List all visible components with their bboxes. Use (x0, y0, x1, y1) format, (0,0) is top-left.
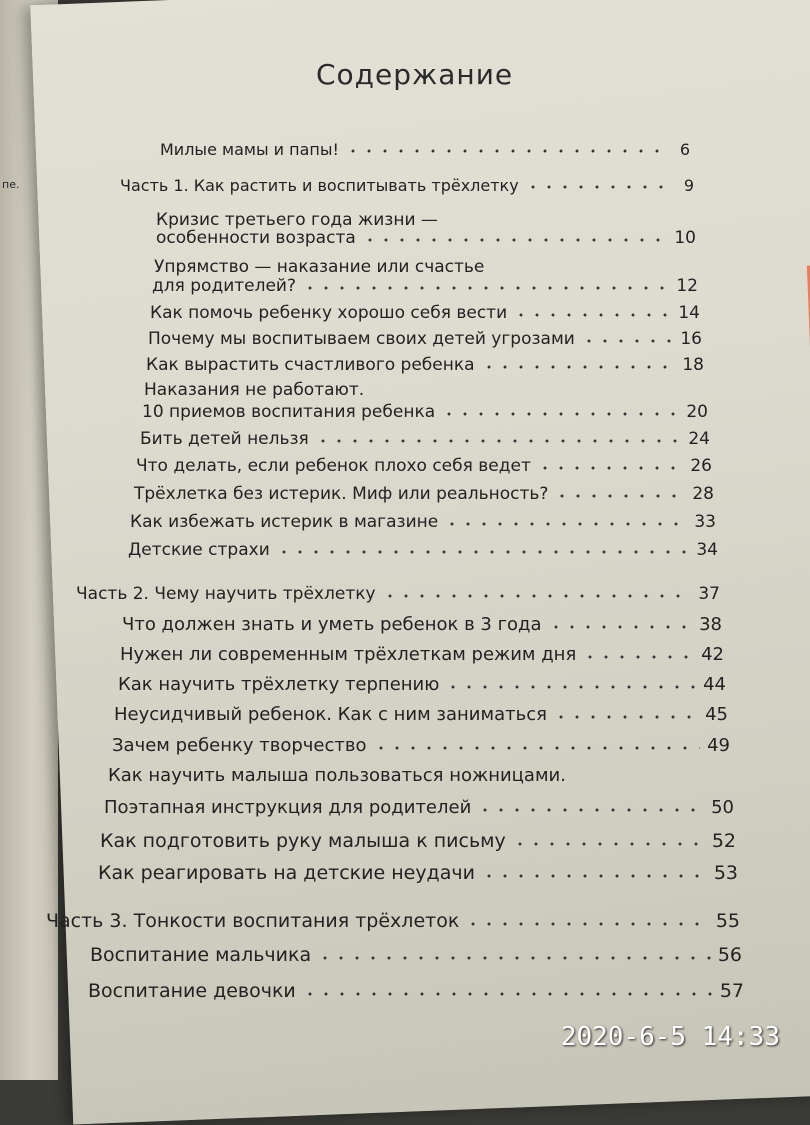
toc-entry-title: Что должен знать и уметь ребенок в 3 года (122, 614, 542, 635)
toc-entry-page: 20 (686, 402, 708, 422)
leader-dots (465, 922, 710, 926)
toc-entry-page: 24 (688, 429, 710, 449)
toc-entry-title: Как помочь ребенку хорошо себя вести (150, 303, 508, 323)
toc-entry (88, 980, 744, 1002)
adjacent-page-text: пе. (2, 178, 20, 191)
toc-entry (104, 797, 734, 818)
toc-entry-page: 16 (680, 329, 702, 349)
toc-entry-title-line1: Как научить малыша пользоваться ножницами. (108, 765, 566, 786)
leader-dots (302, 286, 668, 290)
leader-dots (512, 842, 706, 846)
leader-dots (548, 625, 692, 629)
leader-dots (382, 594, 690, 598)
toc-entry-title-line1: Наказания не работают. (144, 380, 365, 400)
toc-entry (100, 830, 736, 852)
toc-part-heading (120, 176, 694, 195)
toc-entry-page: 45 (705, 704, 728, 725)
toc-entry (114, 704, 728, 725)
leader-dots (581, 339, 672, 343)
toc-entry (120, 644, 724, 665)
toc-entry-page: 34 (696, 540, 718, 560)
toc-entry-page: 14 (678, 303, 700, 323)
toc-part-heading (76, 584, 720, 604)
toc-entry-title: Как подготовить руку малыша к письму (100, 830, 506, 852)
toc-entry-page: 49 (707, 735, 730, 756)
leader-dots (554, 494, 684, 498)
toc-entry-title: Трёхлетка без истерик. Миф или реальность? (134, 484, 549, 504)
toc-entry (90, 944, 742, 966)
leader-dots (315, 439, 680, 443)
leader-dots (345, 149, 660, 153)
toc-entry-title-line2: 10 приемов воспитания ребенка (142, 402, 436, 422)
toc-entry-page: 9 (683, 176, 694, 195)
toc-entry-page: 28 (692, 484, 714, 504)
toc-part-heading (46, 910, 740, 932)
toc-entry-title: Как вырастить счастливого ребенка (146, 355, 475, 375)
leader-dots (445, 685, 696, 689)
toc-entry-title: Воспитание девочки (88, 980, 296, 1002)
toc-entry-title: Часть 2. Чему научить трёхлетку (76, 584, 376, 604)
toc-entry (150, 303, 700, 323)
toc-entry (146, 355, 704, 375)
toc-entry-title: Почему мы воспитываем своих детей угрозами (148, 329, 575, 349)
toc-entry (134, 484, 714, 504)
leader-dots (537, 466, 682, 470)
toc-entry-page: 26 (690, 456, 712, 476)
leader-dots (481, 874, 708, 878)
photo-timestamp: 2020-6-5 14:33 (560, 1022, 780, 1052)
toc-entry (152, 276, 698, 296)
toc-entry (112, 735, 730, 756)
toc-entry-title: Как избежать истерик в магазине (130, 512, 439, 532)
toc-entry-page: 37 (698, 584, 720, 604)
toc-entry-title-line2: особенности возраста (156, 228, 356, 248)
toc-entry-page: 12 (676, 276, 698, 296)
toc-entry-title-line2: Поэтапная инструкция для родителей (104, 797, 472, 818)
toc-entry (142, 402, 708, 422)
leader-dots (317, 956, 712, 960)
toc-entry-title: Часть 3. Тонкости воспитания трёхлеток (46, 910, 460, 932)
toc-entry-page: 10 (674, 228, 696, 248)
toc-entry-title-line1: Кризис третьего года жизни — (156, 210, 438, 230)
toc-entry-page: 52 (711, 830, 736, 852)
toc-entry-title: Часть 1. Как растить и воспитывать трёхлетку (120, 176, 519, 195)
toc-entry-title: Как научить трёхлетку терпению (118, 674, 440, 695)
leader-dots (441, 412, 678, 416)
toc-entry (130, 512, 716, 532)
leader-dots (481, 365, 674, 369)
leader-dots (525, 185, 664, 189)
toc-entry-title: Воспитание мальчика (90, 944, 312, 966)
toc-entry-page: 33 (694, 512, 716, 532)
leader-dots (444, 522, 686, 526)
leader-dots (553, 715, 698, 719)
toc-entry-page: 50 (711, 797, 734, 818)
leader-dots (302, 992, 714, 996)
toc-entry (148, 329, 702, 349)
toc-entry-title: Неусидчивый ребенок. Как с ним заниматься (114, 704, 547, 725)
toc-entry-title: Детские страхи (128, 540, 270, 560)
toc-entry (128, 540, 718, 560)
toc-entry-page: 53 (713, 862, 738, 884)
toc-entry (156, 228, 696, 248)
toc-entry-title: Милые мамы и папы! (160, 140, 339, 159)
toc-entry-page: 55 (715, 910, 740, 932)
toc-entry-page: 44 (703, 674, 726, 695)
toc-entry-title: Бить детей нельзя (140, 429, 309, 449)
toc-entry-page: 57 (719, 980, 744, 1002)
toc-entry-title-line1: Упрямство — наказание или счастье (154, 257, 485, 277)
toc-entry-title-line2: для родителей? (152, 276, 297, 296)
leader-dots (373, 746, 700, 750)
leader-dots (513, 313, 670, 317)
leader-dots (362, 238, 666, 242)
toc-entry-page: 56 (717, 944, 742, 966)
toc-entry (122, 614, 722, 635)
toc-entry-page: 6 (679, 140, 690, 159)
toc-entry-page: 42 (701, 644, 724, 665)
leader-dots (276, 550, 688, 554)
toc-entry (140, 429, 710, 449)
toc-entry-title: Что делать, если ребенок плохо себя ведет (136, 456, 531, 476)
toc-entry (118, 674, 726, 695)
leader-dots (477, 808, 704, 812)
toc-entry-page: 38 (699, 614, 722, 635)
toc-entry-page: 18 (682, 355, 704, 375)
toc-entry-title: Как реагировать на детские неудачи (98, 862, 475, 884)
toc-entry (136, 456, 712, 476)
leader-dots (582, 655, 694, 659)
toc-entry-title: Нужен ли современным трёхлеткам режим дня (120, 644, 577, 665)
toc-entry (160, 140, 690, 159)
toc-entry-title: Зачем ребенку творчество (112, 735, 367, 756)
toc-entry (98, 862, 738, 884)
page-title: Содержание (316, 58, 514, 91)
